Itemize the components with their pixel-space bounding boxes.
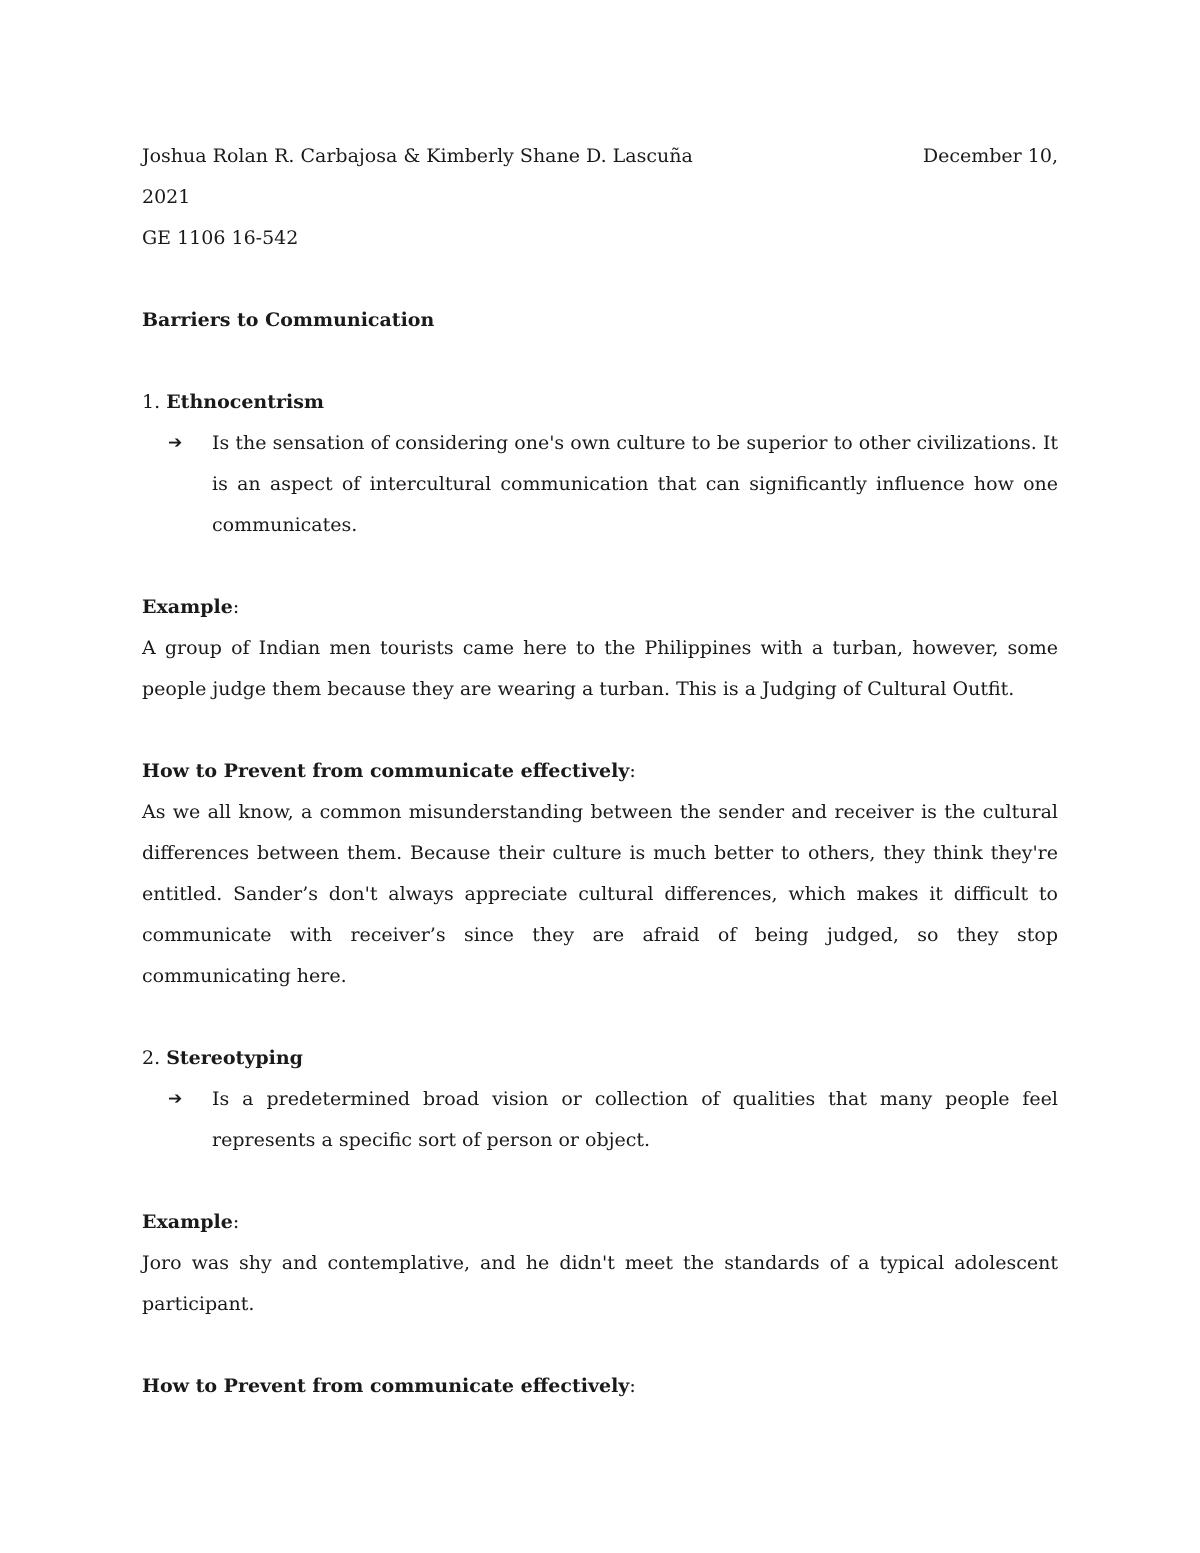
date-line1: December 10, [922, 145, 1058, 167]
definition-bullet [168, 1079, 1058, 1161]
example-colon: : [232, 1211, 240, 1233]
header-row [142, 136, 1058, 177]
prevent-heading [142, 1366, 1058, 1407]
example-text: A group of Indian men tourists came here to the Philippines with a turban, however, some people judge them because they are wearing a turban. This is a Judging of Cultural Outfit. [142, 637, 1058, 700]
author-names: Joshua Rolan R. Carbajosa & Kimberly Shane D. Lascuña [142, 145, 693, 167]
definition-text: Is the sensation of considering one's own culture to be superior to other civilizations. It is an aspect of intercultural communication that can significantly influence how one communicates. [212, 432, 1058, 536]
course-code: GE 1106 16-542 [142, 227, 299, 249]
document-title: Barriers to Communication [142, 309, 435, 331]
example-heading [142, 1202, 1058, 1243]
section-number: 2. [142, 1047, 161, 1069]
definition-bullet [168, 423, 1058, 546]
date-line2: 2021 [142, 186, 191, 208]
section-heading [142, 382, 1058, 423]
example-text: Joro was shy and contemplative, and he didn't meet the standards of a typical adolescent participant. [142, 1252, 1058, 1315]
prevent-heading [142, 751, 1058, 792]
prevent-colon: : [629, 1375, 636, 1397]
prevent-label: How to Prevent from communicate effectively [142, 760, 630, 782]
arrow-bullet-icon: ➔ [168, 433, 183, 453]
example-label: Example [142, 596, 233, 618]
prevent-text: As we all know, a common misunderstanding between the sender and receiver is the cultural differences between them. Because their culture is much better to others, they think they're entitled. Sander’s don't always appreciate cultural differences, which makes it difficult to communicate with receiver’s since they are afraid of being judged, so they stop communicating here. [142, 801, 1058, 987]
example-label: Example [142, 1211, 233, 1233]
prevent-label: How to Prevent from communicate effectively [142, 1375, 630, 1397]
example-colon: : [232, 596, 240, 618]
document-page [142, 136, 1058, 1407]
definition-text: Is a predetermined broad vision or collection of qualities that many people feel represents a specific sort of person or object. [212, 1088, 1058, 1151]
section-title: Stereotyping [166, 1047, 303, 1069]
section-title: Ethnocentrism [166, 391, 325, 413]
section-number: 1. [142, 391, 161, 413]
arrow-bullet-icon: ➔ [168, 1089, 183, 1109]
section-heading [142, 1038, 1058, 1079]
prevent-colon: : [629, 760, 636, 782]
example-heading [142, 587, 1058, 628]
